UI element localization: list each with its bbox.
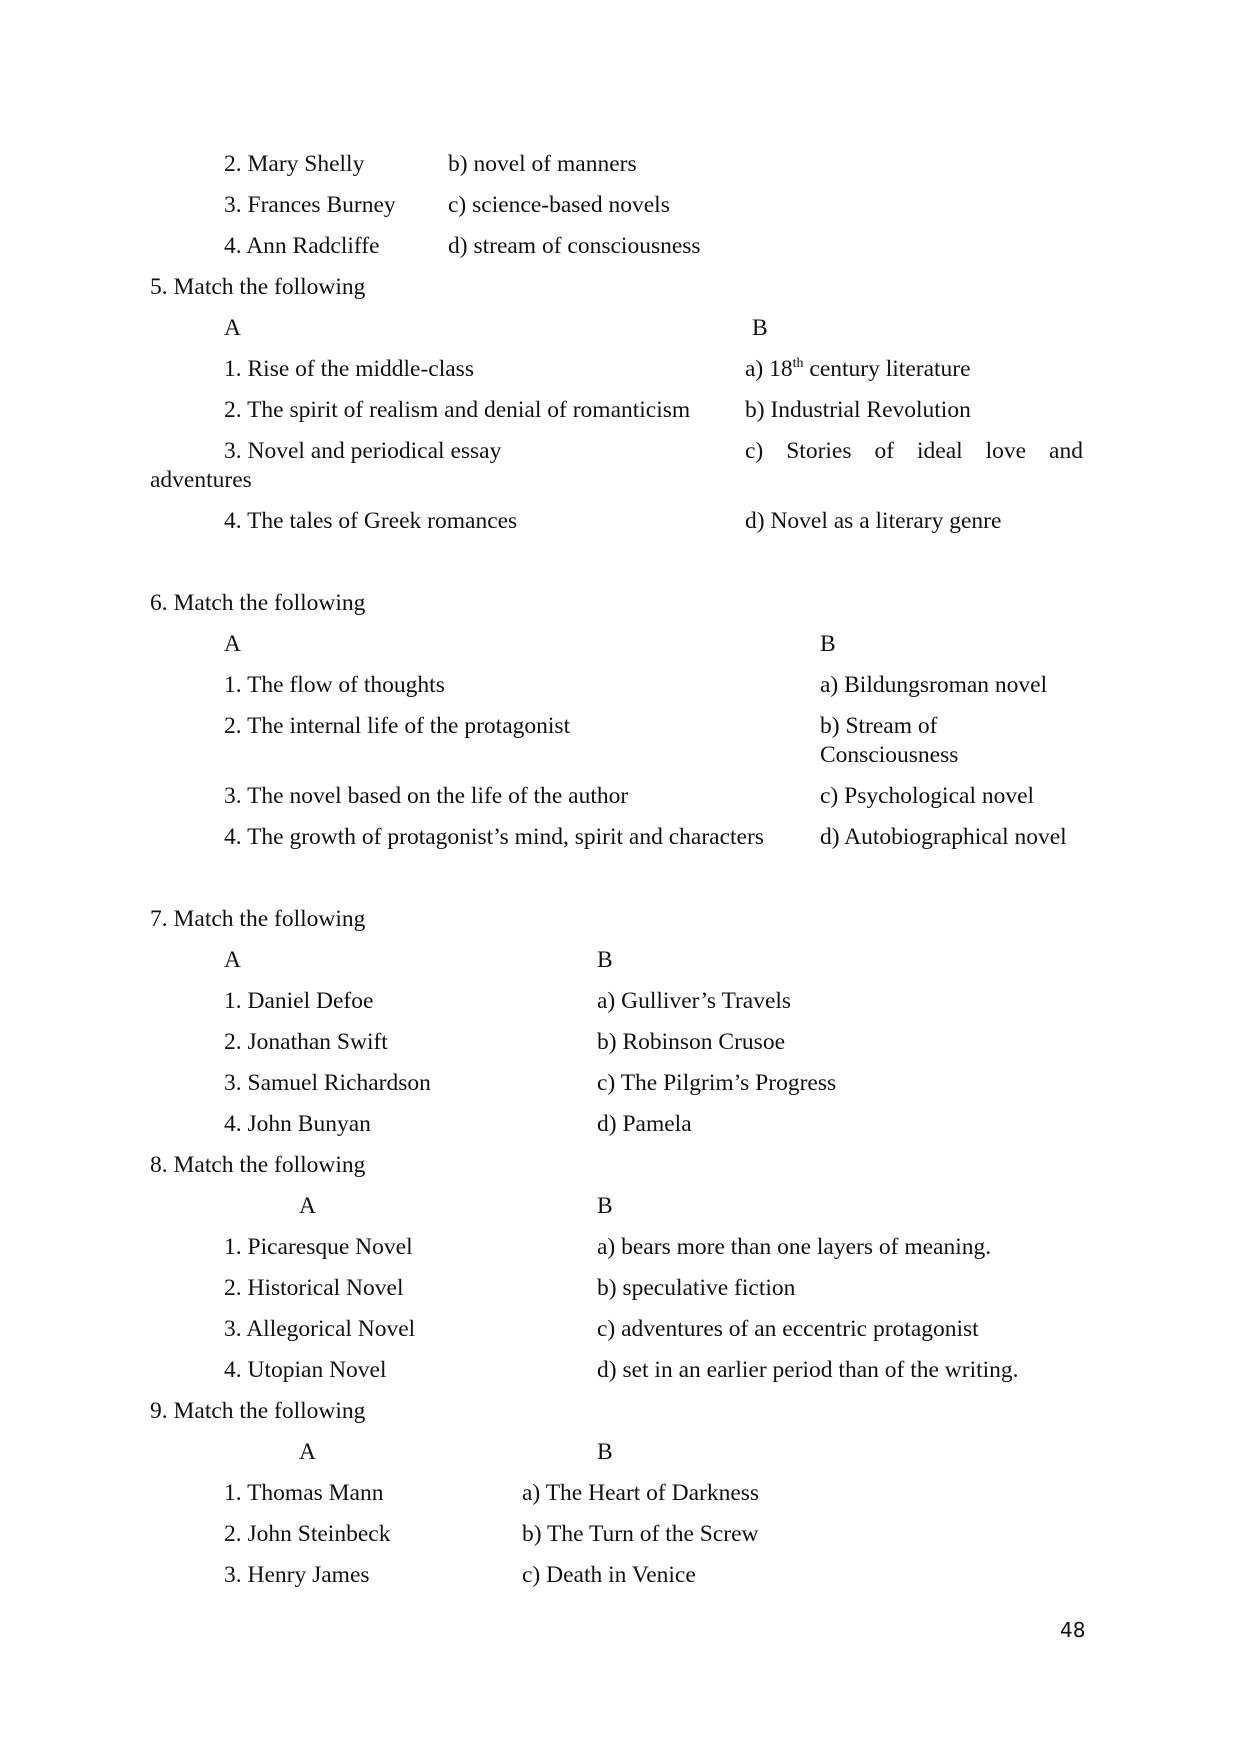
match-item-a: 2. Jonathan Swift (224, 1029, 388, 1055)
match-item-a: 1. Daniel Defoe (224, 988, 374, 1014)
column-header-b: B (597, 1439, 613, 1465)
question-title: 5. Match the following (150, 274, 366, 300)
match-item-b: c) Psychological novel (820, 783, 1035, 809)
cont-item-a: 2. Mary Shelly (224, 151, 365, 177)
match-item-b: b) Robinson Crusoe (597, 1029, 785, 1055)
page-number: 48 (1060, 1618, 1086, 1642)
match-item-b: a) Gulliver’s Travels (597, 988, 792, 1014)
match-item-a: 3. Novel and periodical essay (224, 438, 502, 464)
match-item-b: Consciousness (820, 742, 959, 768)
match-item-a: 4. The growth of protagonist’s mind, spirit and characters (224, 824, 764, 850)
match-item-b: b) Stream of (820, 713, 938, 739)
word: and (1049, 438, 1083, 464)
match-item-b (745, 358, 971, 382)
cont-item-b: c) science-based novels (448, 192, 670, 218)
match-item-a: 3. Allegorical Novel (224, 1316, 416, 1342)
match-item-b: b) Industrial Revolution (745, 397, 971, 423)
cont-item-a: 4. Ann Radcliffe (224, 233, 380, 259)
match-item-b: a) Bildungsroman novel (820, 672, 1048, 698)
match-item-b: b) speculative fiction (597, 1275, 796, 1301)
column-header-b: B (597, 947, 613, 973)
match-item-a: 4. John Bunyan (224, 1111, 371, 1137)
match-item-a: 2. Historical Novel (224, 1275, 404, 1301)
cont-item-b: d) stream of consciousness (448, 233, 701, 259)
match-item-a: 4. Utopian Novel (224, 1357, 387, 1383)
word: c) (745, 438, 764, 464)
question-title: 7. Match the following (150, 906, 366, 932)
match-item-b: d) Pamela (597, 1111, 692, 1137)
match-item-b (745, 440, 1083, 464)
match-item-b: a) The Heart of Darkness (522, 1480, 760, 1506)
column-header-b: B (820, 631, 836, 657)
column-header-a: A (224, 631, 241, 657)
match-item-a: 3. Henry James (224, 1562, 370, 1588)
match-item-b: c) adventures of an eccentric protagonist (597, 1316, 979, 1342)
word: Stories (786, 438, 852, 464)
match-item-a: 1. Rise of the middle-class (224, 356, 474, 382)
match-item-b: d) Novel as a literary genre (745, 508, 1002, 534)
match-item-b: d) Autobiographical novel (820, 824, 1067, 850)
match-item-b: d) set in an earlier period than of the writing. (597, 1357, 1019, 1383)
match-item-a: 3. The novel based on the life of the author (224, 783, 629, 809)
column-header-b: B (752, 315, 768, 341)
cont-item-b: b) novel of manners (448, 151, 637, 177)
match-item-a: 1. Picaresque Novel (224, 1234, 413, 1260)
column-header-a: A (299, 1193, 316, 1219)
question-title: 8. Match the following (150, 1152, 366, 1178)
column-header-b: B (597, 1193, 613, 1219)
word: of (874, 438, 895, 464)
match-item-a: 2. The internal life of the protagonist (224, 713, 571, 739)
cont-item-a: 3. Frances Burney (224, 192, 396, 218)
match-item-b: b) The Turn of the Screw (522, 1521, 759, 1547)
word: ideal (916, 438, 963, 464)
match-item-a: 2. John Steinbeck (224, 1521, 391, 1547)
question-title: 9. Match the following (150, 1398, 366, 1424)
column-header-a: A (224, 947, 241, 973)
column-header-a: A (299, 1439, 316, 1465)
match-item-a: 1. Thomas Mann (224, 1480, 384, 1506)
match-item-a: 4. The tales of Greek romances (224, 508, 518, 534)
wrapped-text: adventures (150, 467, 252, 493)
match-item-b: c) The Pilgrim’s Progress (597, 1070, 837, 1096)
question-title: 6. Match the following (150, 590, 366, 616)
match-item-b-text: century literature (803, 356, 971, 382)
match-item-b-text: a) 18 (745, 356, 793, 382)
match-item-a: 3. Samuel Richardson (224, 1070, 431, 1096)
superscript: th (792, 356, 804, 371)
match-item-a: 2. The spirit of realism and denial of romanticism (224, 397, 691, 423)
match-item-b: a) bears more than one layers of meaning. (597, 1234, 992, 1260)
match-item-b: c) Death in Venice (522, 1562, 696, 1588)
match-item-a: 1. The flow of thoughts (224, 672, 445, 698)
word: love (985, 438, 1027, 464)
column-header-a: A (224, 315, 241, 341)
